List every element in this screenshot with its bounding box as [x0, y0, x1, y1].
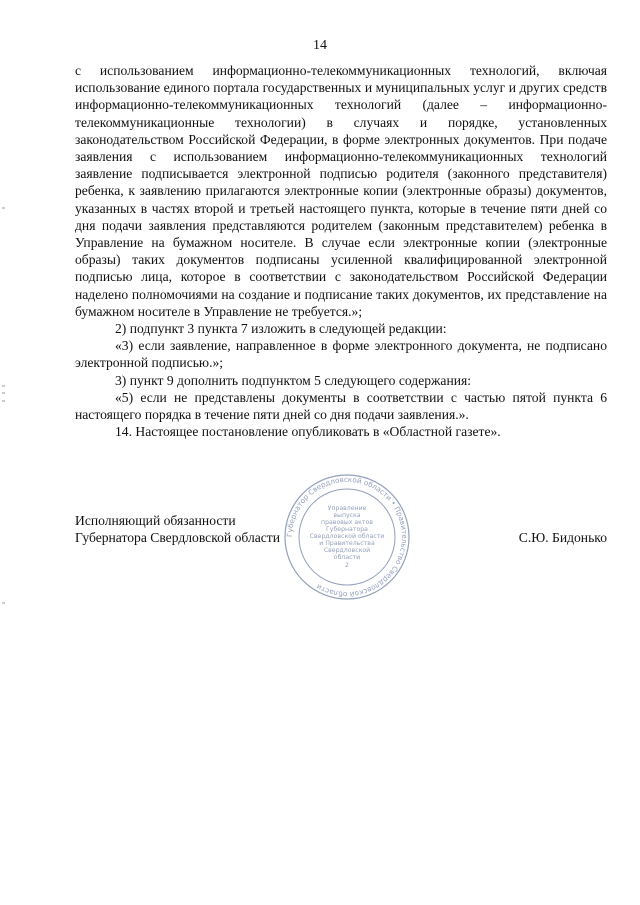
scan-edge-mark	[2, 400, 5, 402]
signatory-title-line-1: Исполняющий обязанности	[75, 513, 236, 528]
svg-text:области: области	[333, 554, 361, 561]
paragraph-continuation: с использованием информационно-телекоммуникационных технологий, включая использование единого портала государственных и муниципальных услуг и других средств информационно-телекоммуникационных технологий (далее – информационно-телекоммуникационные технологии) в случаях и порядке, установленных законодательством Российской Федерации, в форме электронных документов. При подаче заявления с использованием информационно-телекоммуникационных технологий заявление подписывается электронной подписью родителя (законного представителя) ребенка, к заявлению прилагаются электронные копии (электронные образы) документов, указанных в частях второй и третьей настоящего пункта, которые в течение пяти дней со дня подачи заявления представляются родителем (законным представителем) ребенка в Управление на бумажном носителе. В случае если электронные копии (электронные образы) таких документов подписаны усиленной квалифицированной электронной подписью лица, которое в соответствии с законодательством Российской Федерации наделено полномочиями на создание и подписание таких документов, их представление на бумажном носителе в Управление не требуется.»;	[75, 63, 607, 319]
svg-text:выпуска: выпуска	[333, 512, 361, 519]
official-seal-stamp	[282, 472, 412, 602]
signatory-name: С.Ю. Бидонько	[518, 530, 607, 546]
page-number: 14	[313, 38, 327, 53]
scan-edge-mark	[2, 602, 5, 604]
signatory-title-line-2: Губернатора Свердловской области	[75, 530, 281, 546]
scan-edge-mark	[2, 385, 5, 387]
paragraph-quote-5: «5) если не представлены документы в соответствии с частью пятой пункта 6 настоящего порядка в течение пяти дней со дня подачи заявления.».	[75, 389, 607, 423]
paragraph-subitem-2: 2) подпункт 3 пункта 7 изложить в следующей редакции:	[115, 321, 447, 337]
svg-text:Управление: Управление	[327, 505, 367, 512]
svg-text:Свердловской: Свердловской	[323, 547, 371, 554]
svg-text:Губернатора: Губернатора	[326, 526, 368, 533]
svg-text:правовых актов: правовых актов	[321, 519, 373, 526]
svg-text:2: 2	[345, 562, 349, 569]
scan-edge-mark	[2, 392, 5, 394]
paragraph-subitem-3: 3) пункт 9 дополнить подпунктом 5 следующего содержания:	[115, 372, 472, 388]
paragraph-item-14: 14. Настоящее постановление опубликовать в «Областной газете».	[115, 424, 501, 440]
svg-text:Свердловской области: Свердловской области	[309, 533, 385, 540]
scan-edge-mark	[2, 207, 5, 209]
svg-text:Губернатор Свердловской област: Губернатор Свердловской области • Правительство Свердловской области	[284, 474, 410, 600]
document-body	[75, 62, 607, 440]
svg-text:и Правительства: и Правительства	[319, 540, 375, 547]
paragraph-quote-3: «3) если заявление, направленное в форме электронного документа, не подписано электронной подписью.»;	[75, 338, 607, 371]
